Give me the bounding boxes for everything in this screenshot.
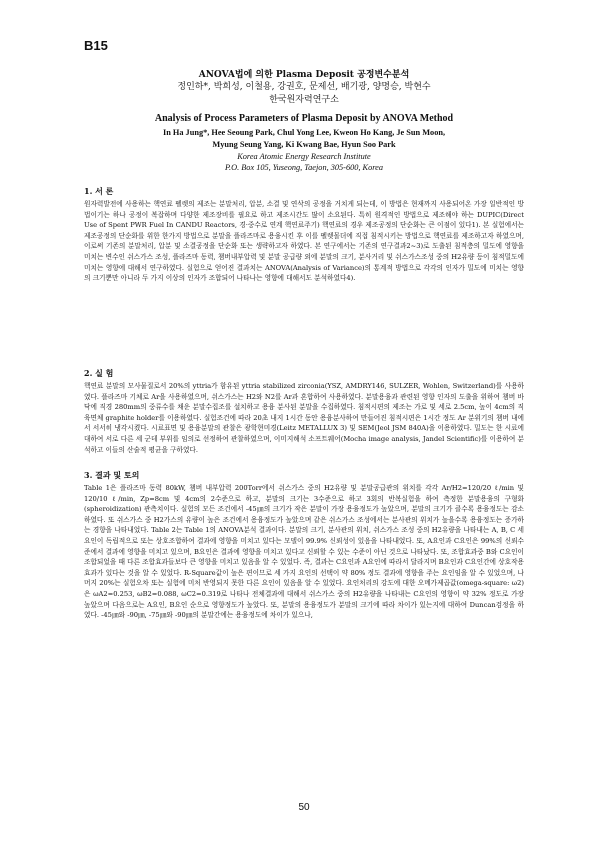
section-introduction — [84, 186, 524, 284]
korean-title: ANOVA법에 의한 Plasma Deposit 공정변수분석 — [198, 70, 410, 80]
korean-institute: 한국원자력연구소 — [269, 95, 339, 105]
english-title: Analysis of Process Parameters of Plasma Deposit by ANOVA Method — [154, 113, 454, 124]
document-code: B15 — [84, 38, 108, 53]
section-heading: 3. 결과 및 토의 — [84, 470, 140, 480]
english-authors — [84, 127, 524, 151]
english-authors-line-2: Myung Seung Yang, Ki Kwang Bae, Hyun Soo Park — [212, 140, 396, 149]
section-heading: 1. 서 론 — [84, 186, 114, 196]
section-heading: 2. 실 험 — [84, 368, 114, 378]
english-institute-block — [84, 151, 524, 173]
section-body: 핵연료 분말의 모사물질로서 20%의 yttria가 함유된 yttria stabilized zirconia(YSZ, AMDRY146, SULZER, Wohlen, Switzerland)를 사용하였다. 플라즈마 기체로 Ar을 사용하였으며, 쉬스가스는 H2와 N2를 Ar과 혼합하여 사용하였다. 분말용융과 관련된 영향 인자의 도출을 위하여 챔버 바닥에 직경 280mm의 중류수를 채운 분말수집조를 설치하고 용융 분사된 분말을 수집하였다. 침적시편의 제조는 가로 및 세로 2.5cm, 높이 4cm의 직육면체 graphite holder를 이용하였다. 실험조건에 따라 20초 내지 1시간 동안 용융분사하여 만들어진 침적시편은 1시간 정도 Ar 분위기의 챔버 내에서 서서히 냉각시켰다. 시료표면 및 용융분말의 관찰은 광학현미경(Leitz METALLUX 3) 및 SEM(Jeol JSM 840A)을 이용하였다. 밀도는 한 시료에 대하여 서로 다른 세 군데 부위를 임의로 선정하여 관찰하였으며, 이미지해석 소프트웨어(Mocha image analysis, Jandel Scientific)를 이용하여 분석하고 이들의 산술적 평균을 구하였다. — [84, 382, 524, 454]
english-address: P.O. Box 105, Yuseong, Taejon, 305-600, Korea — [225, 163, 383, 172]
page-number: 50 — [298, 802, 310, 813]
section-results — [84, 470, 524, 621]
english-authors-line-1: In Ha Jung*, Hee Seoung Park, Chul Yong Lee, Kweon Ho Kang, Je Sun Moon, — [162, 128, 446, 137]
section-body: Table 1은 플라즈마 동력 80kW, 챔버 내부압력 200Torr에서 쉬스가스 중의 H2유량 및 분말공급관의 위치를 각각 Ar/H2=120/20 ℓ/min 및 120/10 ℓ/min, Zp=8cm 및 4cm의 2수준으로 하고, 분말의 크기는 3수준으로 하고 3회의 반복실험을 하여 측정한 분말용융의 구형화(spheroidization) 관측치이다. 실험의 모든 조건에서 -45㎛의 크기가 작은 분말이 가장 용융정도가 높았으며, 분말의 크기가 클수록 용융정도는 감소하였다. 또 쉬스가스 중 H2가스의 유량이 높은 조건에서 용융정도가 높았으며 같은 쉬스가스 조성에서는 분사관의 위치가 높을수록 용융정도는 증가하는 경향을 나타내었다. Table 2는 Table 1의 ANOVA분석 결과이다. 분말의 크기, 분사관의 위치, 쉬스가스 조성 중의 H2유량을 나타내는 A, B, C 세 요인이 독립적으로 또는 상호조합하여 결과에 영향을 미치고 있다는 모델이 99.9% 신뢰성이 있음을 나타내었다. 또, A요인과 C요인은 99%의 신뢰수준에서 결과에 영향을 미치고 있으며, B요인은 결과에 영향을 미치고 있다고 신뢰할 수 있는 수준이 아닌 것으로 나타났다. 또, 조합효과중 B와 C요인이 조합되었을 때 다른 조합효과들보다 큰 영향을 미치고 있음을 알 수 있었다. 즉, 결과는 C요인과 A요인에 따라서 달라지며 B요인과 C요인간에 상호작용효과가 있다는 것을 알 수 있었다. R-Square값이 높은 편이므로 세 가지 요인의 선택이 약 80% 정도 결과에 영향을 주는 요인임을 알 수 있었으며, 나머지 20%는 실험오차 또는 실험에 미처 반영되지 못한 다른 요인이 있음을 알 수 있었다. 요인처리의 강도에 대한 오메가제곱값(omega-square: ω2)은 ωA2=0.253, ωB2=0.088, ωC2=0.319로 나타나 전체결과에 대해서 쉬스가스 중의 H2유량을 나타내는 C요인의 영향이 약 32% 정도로 가장 높았으며 다음으로는 A요인, B요인 순으로 영향정도가 높았다. 또, 분말의 용융정도가 분말의 크기에 따라 차이가 있는지에 대하여 Duncan검정을 하였다. -45㎛와 -90㎛, -75㎛와 -90㎛의 분말간에는 용융정도에 차이가 있으나, — [84, 484, 524, 620]
english-institute: Korea Atomic Energy Research Institute — [237, 152, 371, 161]
korean-authors: 정인하*, 박희성, 이철용, 강권호, 문제선, 배기광, 양명승, 박현수 — [177, 82, 431, 92]
section-body: 원자력발전에 사용하는 핵연료 펠렛의 제조는 분말처리, 압분, 소결 및 연삭의 공정을 거치게 되는데, 이 방법은 현재까지 사용되어온 가장 일반적인 방법이기는 하나 공정이 복잡하며 다양한 제조장비를 필요로 하고 제조시간도 많이 소요된다. 특히 원격적인 방법으로 제조해야 하는 DUPIC(Direct Use of Spent PWR Fuel In CANDU Reactors, 경·중수로 연계 핵연료주기) 핵연료의 경우 제조공정의 단순화는 큰 이점이 있다1). 본 실험에서는 제조공정의 단순화를 위한 한가지 방법으로 분말을 플라즈마로 용융시킨 후 이를 펠렛몰더에 직접 침적시키는 방법으로 핵연료를 제조하고자 하였으며, 이로써 기존의 분말처리, 압분 및 소결공정을 단순화 또는 생략하고자 하였다. 본 연구에서는 기존의 연구결과2~3)로 도출된 침적층의 밀도에 영향을 미치는 변수인 쉬스가스 조성, 플라즈마 동력, 챔버내부압력 및 분말 공급량 외에 분말의 크기, 분사거리 및 쉬스가스조성 중의 H2유량 등이 침적밀도에 미치는 영향에 대해서 연구하였다. 실험으로 얻어진 결과치는 ANOVA(Analysis of Variance)의 통계적 방법으로 각각의 인자가 밀도에 미치는 영향의 크기뿐만 아니라 두 가지 이상의 인자가 조합되어 나타나는 영향에 대해서도 분석하였다4). — [84, 200, 524, 283]
section-experiment — [84, 368, 524, 455]
